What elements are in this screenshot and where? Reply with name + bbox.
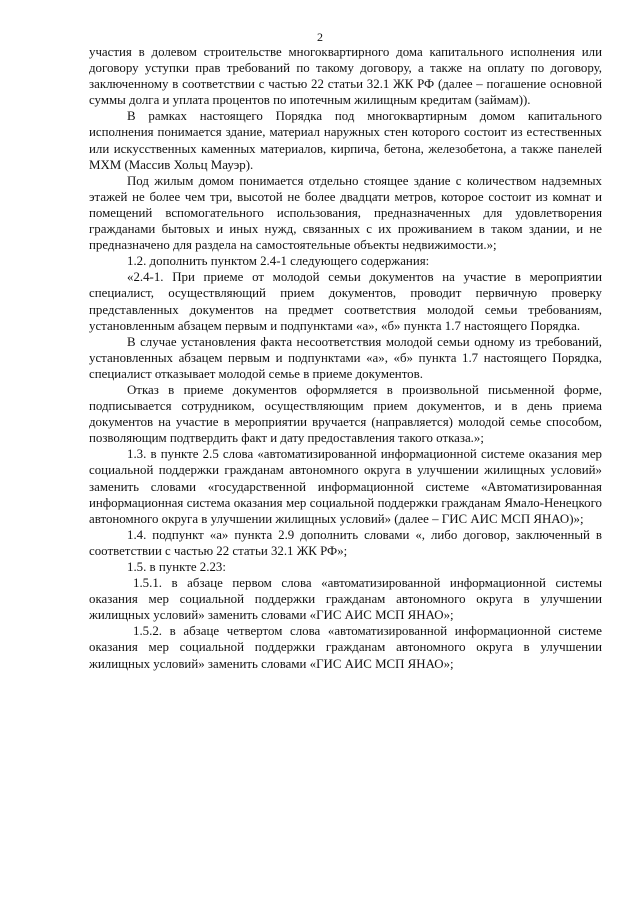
paragraph-refusal-form: Отказ в приеме документов оформляется в произвольной письменной форме, подписывается сотрудником, осуществляющим прием документов, и в день приема документов на участие в мероприятии вручается (направляется) молодой семье способом, позволяющим подтвердить факт и дату предоставления такого отказа.»;: [89, 382, 602, 446]
paragraph-item-1-5: 1.5. в пункте 2.23:: [127, 560, 226, 574]
paragraph-item-1-5-2: 1.5.2. в абзаце четвертом слова «автоматизированной информационной системе оказания мер социальной поддержки гражданам автономного округа в улучшении жилищных условий» заменить словами «ГИС АИС МСП ЯНАО»;: [89, 624, 602, 671]
paragraph-refusal-case: В случае установления факта несоответствия молодой семьи одному из требований, установленных абзацем первым и подпунктами «а», «б» пункта 1.7 настоящего Порядка, специалист отказывает молодой семье в приеме документов.: [89, 334, 602, 381]
paragraph-apartment-definition: В рамках настоящего Порядка под многоквартирным домом капитального исполнения понимается здание, материал наружных стен которого состоит из естественных или искусственных каменных материалов, кирпича, бетона, железобетона, а также панелей МХМ (Массив Хольц Мауэр).: [89, 109, 602, 172]
paragraph-item-1-3: 1.3. в пункте 2.5 слова «автоматизированной информационной системе оказания мер социальной поддержки гражданам автономного округа в улучшении жилищных условий» заменить словами «государственной информационной системе «Автоматизированная информационная система оказания мер социальной поддержки гражданам Ямало-Ненецкого автономного округа в улучшении жилищных условий» (далее – ГИС АИС МСП ЯНАО)»;: [89, 447, 602, 526]
paragraph-continuation: участия в долевом строительстве многоквартирного дома капитального исполнения или договору уступки прав требований по такому договору, а также на оплату по договору, заключенному в соответствии с частью 22 статьи 32.1 ЖК РФ (далее – погашение основной суммы долга и уплата процентов по ипотечным жилищным кредитам (займам)).: [89, 45, 602, 108]
paragraph-item-2-4-1: «2.4-1. При приеме от молодой семьи документов на участие в мероприятии специалист, осуществляющий прием документов, проводит первичную проверку представленных документов на предмет соответствия молодой семьи требованиям, установленным абзацем первым и подпунктами «а», «б» пункта 1.7 настоящего Порядка.: [89, 270, 602, 333]
paragraph-item-1-4: 1.4. подпункт «а» пункта 2.9 дополнить словами «, либо договор, заключенный в соответствии с частью 22 статьи 32.1 ЖК РФ»;: [89, 527, 602, 558]
paragraph-item-1-2: 1.2. дополнить пунктом 2.4-1 следующего содержания:: [127, 254, 430, 269]
paragraph-item-1-5-1: 1.5.1. в абзаце первом слова «автоматизированной информационной системы оказания мер социальной поддержки гражданам автономного округа в улучшении жилищных условий» заменить словами «ГИС АИС МСП ЯНАО»;: [89, 576, 602, 623]
paragraph-house-definition: Под жилым домом понимается отдельно стоящее здание с количеством надземных этажей не более чем три, высотой не более двадцати метров, которое состоит из комнат и помещений вспомогательного использования, предназначенных для удовлетворения гражданами бытовых и иных нужд, связанных с их проживанием в таком здании, и не предназначено для раздела на самостоятельные объекты недвижимости.»;: [89, 173, 602, 253]
document-body: [89, 44, 602, 672]
page-number: 2: [317, 30, 323, 44]
